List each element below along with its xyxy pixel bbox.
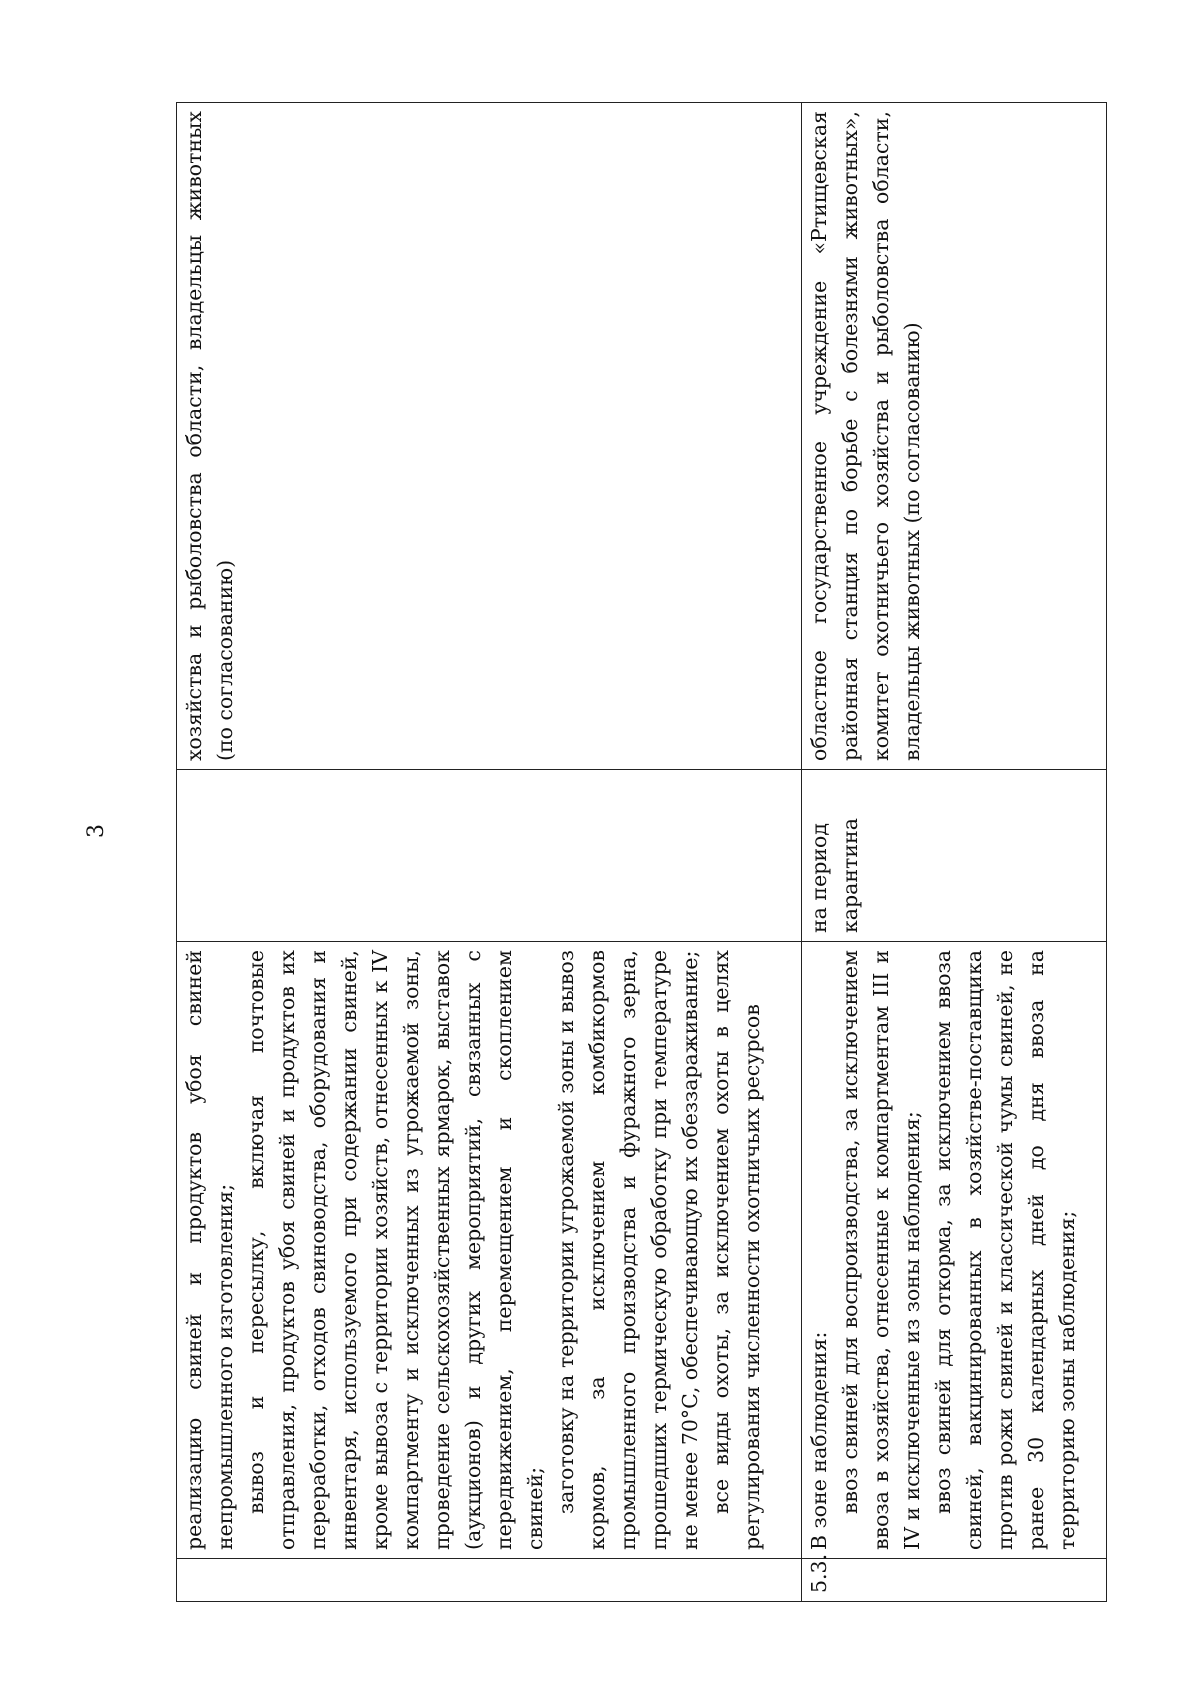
measure-paragraph: ввоз свиней для откорма, за исключением ввоза свиней, вакцинированных в хозяйстве-поставщика против рожи свиней и классической чумы свиней, не ранее 30 календарных дней до дня ввоза на территорию зоны наблюдения; bbox=[931, 950, 1079, 1550]
document-page bbox=[176, 102, 1079, 1602]
measure-paragraph: реализацию свиней и продуктов убоя свиней непромышленного изготовления; bbox=[182, 950, 237, 1550]
table-row bbox=[802, 103, 1107, 1602]
measure-paragraph: В зоне наблюдения: bbox=[807, 1331, 831, 1550]
measure-paragraph: заготовку на территории угрожаемой зоны и вывоз кормов, за исключением комбикормов промышленного производства и фуражного зерна, прошедших термическую обработку при температуре не менее 70°С, обеспечивающую их обеззараживание; bbox=[554, 950, 702, 1550]
term-cell bbox=[177, 770, 802, 942]
page-number: 3 bbox=[84, 824, 109, 838]
measure-paragraph: все виды охоты, за исключением охоты в целях регулирования численности охотничьих ресурсов bbox=[709, 950, 764, 1550]
row-number: 5.3. bbox=[802, 1559, 1107, 1602]
measure-text bbox=[177, 942, 802, 1559]
measures-table bbox=[176, 102, 1107, 1602]
measure-text bbox=[802, 942, 1107, 1559]
term-cell: на период карантина bbox=[802, 770, 1107, 942]
responsible-cell: хозяйства и рыболовства области, владельцы животных (по согласованию) bbox=[177, 103, 802, 770]
table-row bbox=[177, 103, 802, 1602]
measure-paragraph: ввоз свиней для воспроизводства, за исключением ввоза в хозяйства, отнесенные к компартментам III и IV и исключенные из зоны наблюдения; bbox=[838, 950, 924, 1550]
responsible-cell: областное государственное учреждение «Ртищевская районная станция по борьбе с болезнями животных», комитет охотничьего хозяйства и рыболовства области, владельцы животных (по согласованию) bbox=[802, 103, 1107, 770]
row-number bbox=[177, 1559, 802, 1602]
measure-paragraph: вывоз и пересылку, включая почтовые отправления, продуктов убоя свиней и продуктов их переработки, отходов свиноводства, оборудования и инвентаря, используемого при содержании свиней, кроме вывоза с территории хозяйств, отнесенных к IV компартменту и исключенных из угрожаемой зоны, проведение сельскохозяйственных ярмарок, выставок (аукционов) и других мероприятий, связанных с передвижением, перемещением и скоплением свиней; bbox=[244, 950, 547, 1550]
